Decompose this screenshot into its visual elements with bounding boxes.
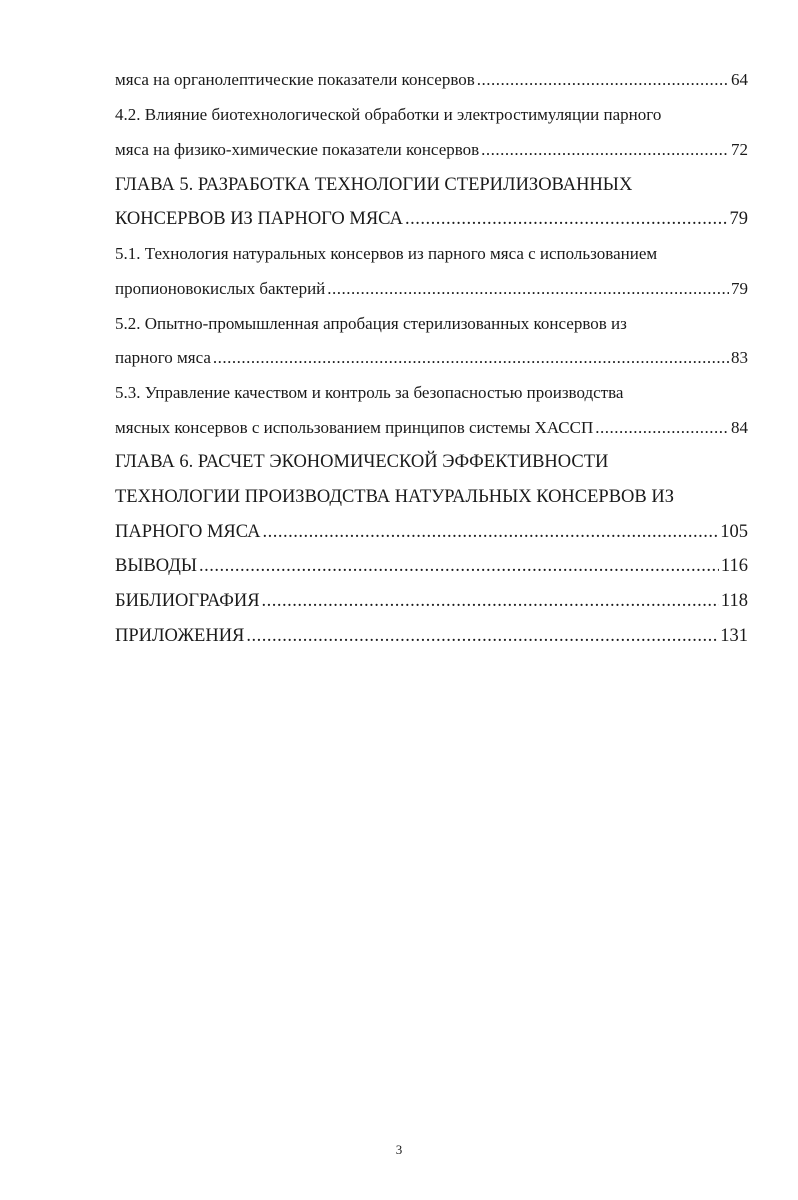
- toc-entry-text: пропионовокислых бактерий: [115, 279, 326, 298]
- toc-entry-text: мясных консервов с использованием принципов системы ХАССП: [115, 418, 594, 437]
- toc-entry: [115, 414, 748, 442]
- toc-entry-page: 116: [720, 556, 748, 576]
- toc-chapter: [115, 205, 748, 233]
- toc-entry: [115, 379, 748, 407]
- leader-dots: [263, 518, 719, 546]
- leader-dots: [199, 552, 719, 580]
- toc-chapter: [115, 587, 748, 615]
- toc-entry-text: БИБЛИОГРАФИЯ: [115, 591, 260, 611]
- toc-entry: [115, 344, 748, 372]
- toc-entry-text: ГЛАВА 6. РАСЧЕТ ЭКОНОМИЧЕСКОЙ ЭФФЕКТИВНОСТИ: [115, 452, 609, 472]
- toc-entry-text: 5.3. Управление качеством и контроль за безопасностью производства: [115, 383, 624, 402]
- toc-entry-text: ГЛАВА 5. РАЗРАБОТКА ТЕХНОЛОГИИ СТЕРИЛИЗОВАННЫХ: [115, 175, 633, 195]
- toc-chapter: [115, 171, 748, 199]
- toc-entry-text: 4.2. Влияние биотехнологической обработки и электростимуляции парного: [115, 105, 662, 124]
- toc-entry-text: 5.1. Технология натуральных консервов из парного мяса с использованием: [115, 244, 658, 263]
- toc-entry-page: 64: [731, 70, 748, 89]
- leader-dots: [213, 344, 729, 372]
- toc-entry-page: 105: [720, 522, 748, 542]
- leader-dots: [262, 587, 719, 615]
- toc-chapter: [115, 448, 748, 476]
- toc-entry: [115, 240, 748, 268]
- toc-chapter: [115, 622, 748, 650]
- toc-entry-page: 79: [729, 209, 748, 229]
- toc-entry-page: 72: [731, 140, 748, 159]
- toc-entry-page: 131: [720, 626, 748, 646]
- toc-entry-text: парного мяса: [115, 348, 211, 367]
- toc-chapter: [115, 483, 748, 511]
- toc-entry: [115, 310, 748, 338]
- leader-dots: [595, 414, 729, 442]
- toc-entry: [115, 101, 748, 129]
- toc-entry-text: КОНСЕРВОВ ИЗ ПАРНОГО МЯСА: [115, 209, 403, 229]
- toc-entry-text: ВЫВОДЫ: [115, 556, 198, 576]
- toc-entry: [115, 66, 748, 94]
- leader-dots: [481, 136, 729, 164]
- leader-dots: [246, 622, 718, 650]
- toc-entry-text: ПРИЛОЖЕНИЯ: [115, 626, 245, 646]
- toc-entry-text: ТЕХНОЛОГИИ ПРОИЗВОДСТВА НАТУРАЛЬНЫХ КОНСЕРВОВ ИЗ: [115, 487, 675, 507]
- toc-entry-page: 83: [731, 348, 748, 367]
- toc-entry-text: ПАРНОГО МЯСА: [115, 522, 261, 542]
- toc-chapter: [115, 552, 748, 580]
- toc-entry-text: 5.2. Опытно-промышленная апробация стерилизованных консервов из: [115, 314, 627, 333]
- toc-entry-page: 118: [720, 591, 748, 611]
- toc-entry: [115, 275, 748, 303]
- page-number: 3: [395, 1142, 403, 1157]
- toc-entry: [115, 136, 748, 164]
- toc-entry-page: 84: [731, 418, 748, 437]
- toc-entry-text: мяса на физико-химические показатели консервов: [115, 140, 480, 159]
- leader-dots: [327, 275, 729, 303]
- toc-chapter: [115, 518, 748, 546]
- leader-dots: [477, 66, 729, 94]
- toc-entry-text: мяса на органолептические показатели консервов: [115, 70, 475, 89]
- toc-entry-page: 79: [731, 279, 748, 298]
- leader-dots: [405, 205, 728, 233]
